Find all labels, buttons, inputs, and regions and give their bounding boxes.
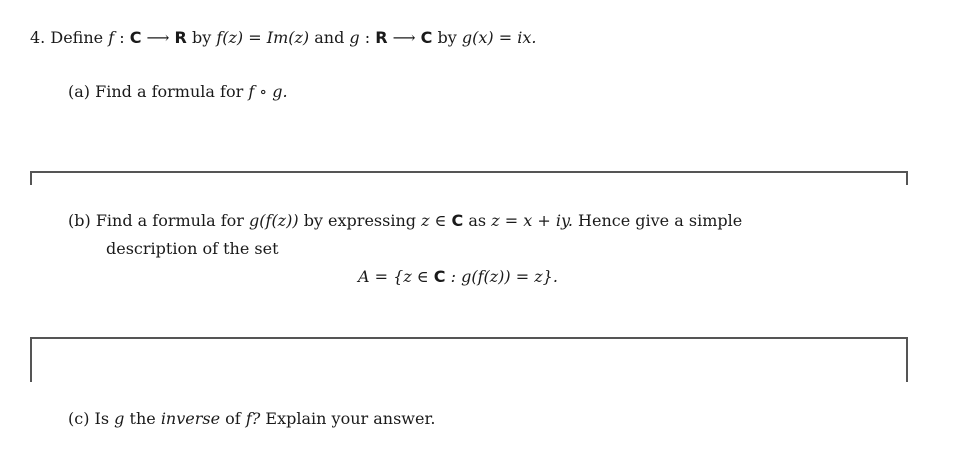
part-b-text: Hence give a simple (572, 211, 743, 230)
by-word: by (432, 28, 462, 47)
part-b-label: (b) (68, 211, 91, 230)
part-a (68, 82, 288, 101)
inverse-word: inverse (160, 409, 221, 428)
answer-box-a[interactable] (30, 171, 908, 185)
set-rhs: : g(f(z)) = z}. (445, 267, 558, 286)
complex-set-symbol: C (420, 28, 433, 47)
question-number: 4. (30, 28, 46, 47)
arrow-icon: ⟶ (141, 28, 175, 47)
set-definition (358, 267, 558, 286)
part-c-text: the (129, 409, 156, 428)
by-word: by (186, 28, 217, 47)
f-symbol: f (108, 28, 115, 47)
complex-set-symbol: C (451, 211, 464, 230)
g-definition: g(x) = ix. (461, 28, 537, 47)
set-lhs: A = {z ∈ (358, 267, 434, 286)
f-definition: f(z) = Im(z) (216, 28, 310, 47)
part-a-text: Find a formula for (95, 82, 244, 101)
part-a-label: (a) (68, 82, 91, 101)
part-a-expression: f ∘ g. (248, 82, 288, 101)
question-4-statement (30, 28, 536, 47)
part-c-text: Explain your answer. (265, 409, 436, 428)
f-symbol: f? (245, 409, 261, 428)
answer-box-b[interactable] (30, 337, 908, 382)
part-b-expression: g(f(z)) (249, 211, 299, 230)
part-c (68, 409, 435, 428)
arrow-icon: ⟶ (387, 28, 421, 47)
real-set-symbol: R (174, 28, 187, 47)
part-b-text: by expressing (303, 211, 416, 230)
complex-set-symbol: C (129, 28, 142, 47)
define-word: Define (50, 28, 104, 47)
g-symbol: g (114, 409, 125, 428)
part-b-expression: z ∈ (421, 211, 452, 230)
part-b-text: as (463, 211, 492, 230)
part-c-label: (c) (68, 409, 90, 428)
part-b-text: Find a formula for (95, 211, 244, 230)
part-b-line-2 (106, 239, 279, 258)
complex-set-symbol: C (433, 267, 446, 286)
colon: : (359, 28, 376, 47)
and-word: and (309, 28, 350, 47)
g-symbol: g (349, 28, 360, 47)
part-b-line-1 (68, 211, 742, 230)
part-c-text: Is (94, 409, 110, 428)
part-b-expression: z = x + iy. (491, 211, 573, 230)
colon: : (114, 28, 130, 47)
part-b-text: description of the set (106, 239, 279, 258)
real-set-symbol: R (375, 28, 388, 47)
part-c-text: of (225, 409, 241, 428)
